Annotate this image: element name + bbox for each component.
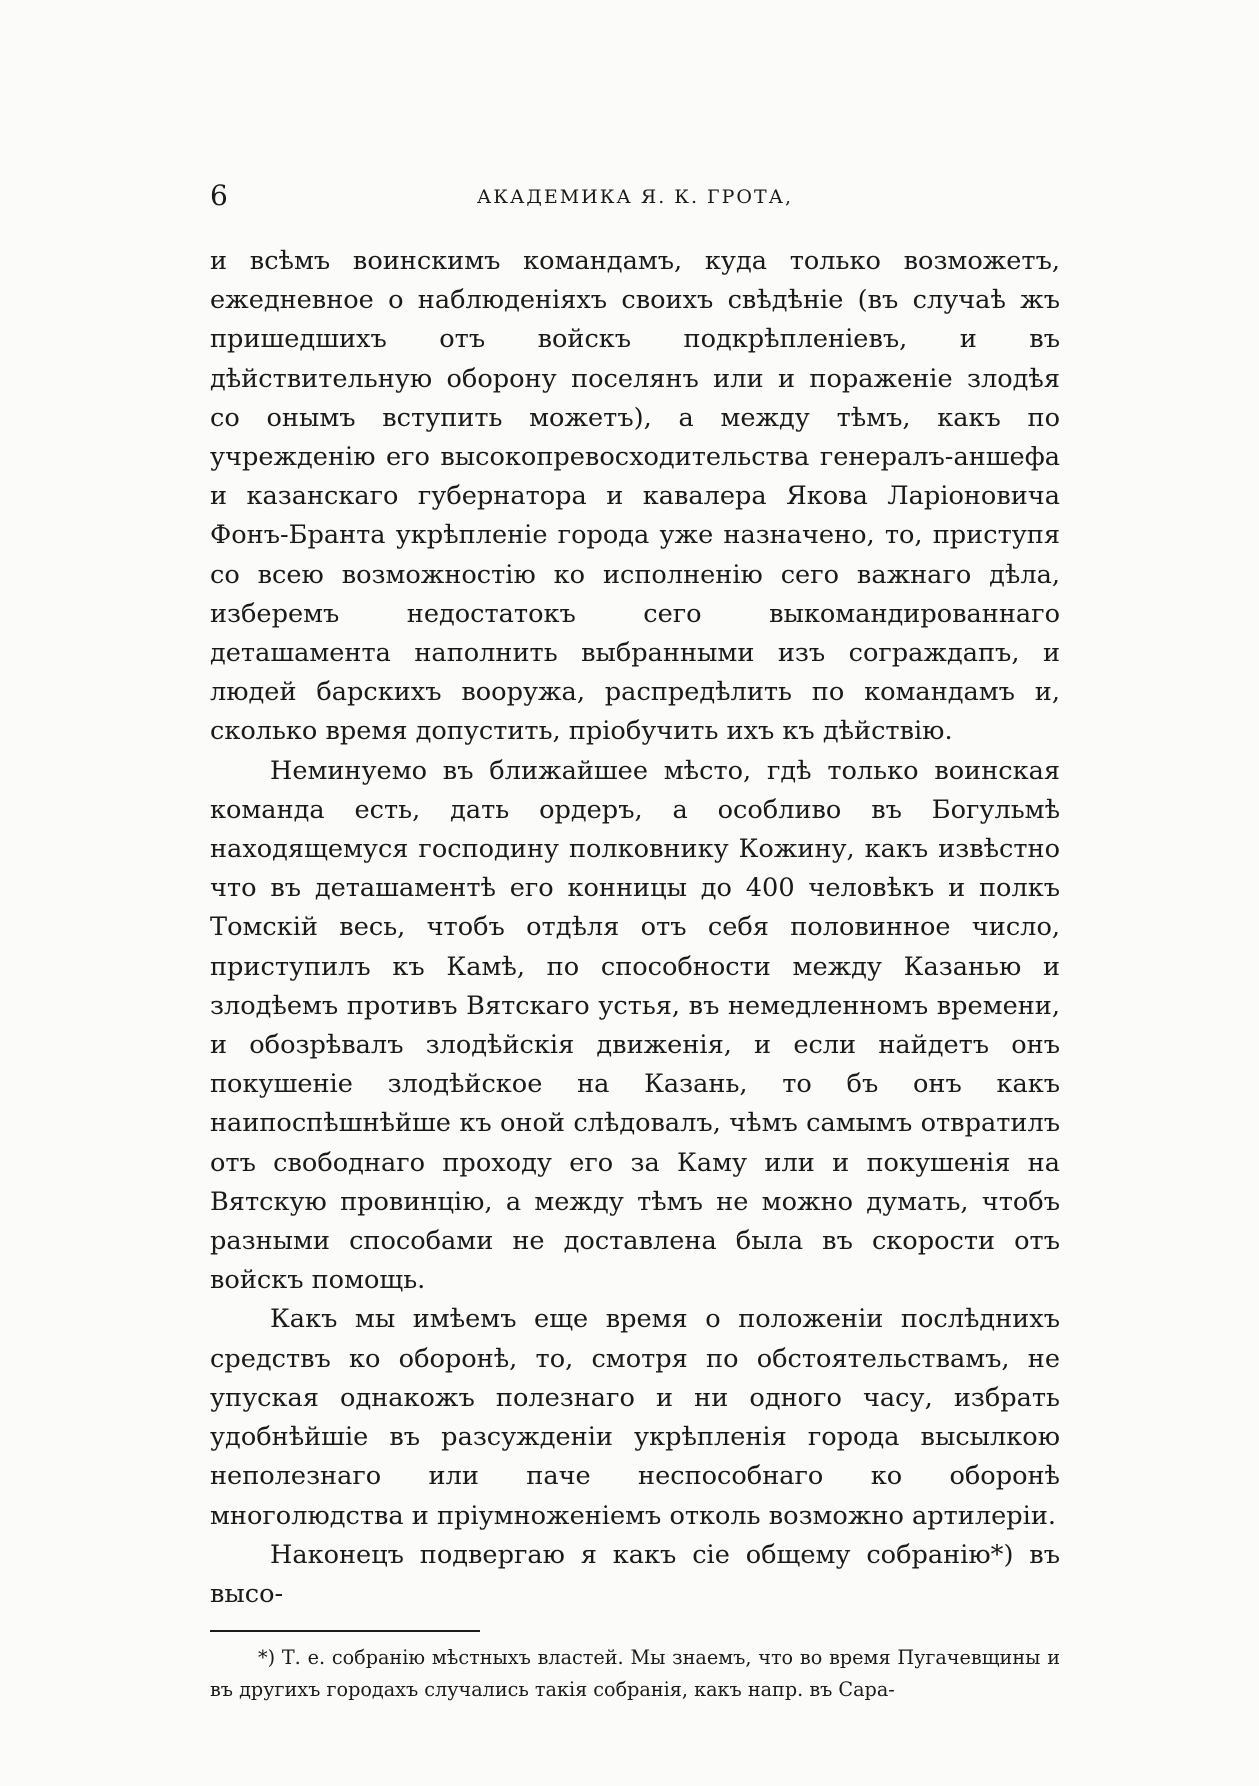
paragraph: Наконецъ подвергаю я какъ сіе общему собранію*) въ высо-	[210, 1539, 1060, 1609]
paragraph: Какъ мы имѣемъ еще время о положеніи послѣднихъ средствъ ко оборонѣ, то, смотря по обстоятельствамъ, не упуская однакожъ полезнаго и ни одного часу, избрать удобнѣйшіе въ разсужденіи укрѣпленія города высылкою неполезнаго или паче неспособнаго ко оборонѣ многолюдства и пріумноженіемъ отколь возможно артилеріи.	[210, 1304, 1060, 1531]
paragraph-continuation: и всѣмъ воинскимъ командамъ, куда только возможетъ, ежедневное о наблюденіяхъ своихъ свѣдѣніе (въ случаѣ жъ пришедшихъ отъ войскъ подкрѣпленіевъ, и въ дѣйствительную оборону поселянъ или и пораженіе злодѣя со онымъ вступить можетъ), а между тѣмъ, какъ по учрежденію его высокопревосходительства генералъ-аншефа и казанскаго губернатора и кавалера Якова Ларіоновича Фонъ-Бранта укрѣпленіе города уже назначено, то, приступя со всею возможностію ко исполненію сего важнаго дѣла, изберемъ недостатокъ сего выкомандированнаго деташамента наполнить выбранными изъ сограждапъ, и людей барскихъ вооружа, распредѣлить по командамъ и, сколько время допустить, пріобучить ихъ къ дѣйствію.	[210, 246, 1060, 747]
body-text	[210, 242, 1060, 1614]
page-header	[210, 178, 1060, 220]
paragraph: Неминуемо въ ближайшее мѣсто, гдѣ только воинская команда есть, дать ордеръ, а особливо въ Богульмѣ находящемуся господину полковнику Кожину, какъ извѣстно что въ деташаментѣ его конницы до 400 человѣкъ и полкъ Томскій весь, чтобъ отдѣля отъ себя половинное число, приступилъ къ Камѣ, по способности между Казанью и злодѣемъ противъ Вятскаго устья, въ немедленномъ времени, и обозрѣвалъ злодѣйскія движенія, и если найдетъ онъ покушеніе злодѣйское на Казань, то бъ онъ какъ наипоспѣшнѣйше къ оной слѣдовалъ, чѣмъ самымъ отвратилъ отъ свободнаго проходу его за Каму или и покушенія на Вятскую провинцію, а между тѣмъ не можно думать, чтобъ разными способами не доставлена была въ скорости отъ войскъ помощь.	[210, 755, 1060, 1296]
running-title: АКАДЕМИКА Я. К. ГРОТА,	[476, 186, 794, 208]
book-page	[210, 178, 1060, 1702]
footnote: *) Т. е. собранію мѣстныхъ властей. Мы знаемъ, что во время Пугачевщины и въ другихъ городахъ случались такія собранія, какъ напр. въ Сара-	[210, 1646, 1060, 1702]
page-number: 6	[210, 179, 228, 212]
footnote-divider	[210, 1630, 480, 1632]
